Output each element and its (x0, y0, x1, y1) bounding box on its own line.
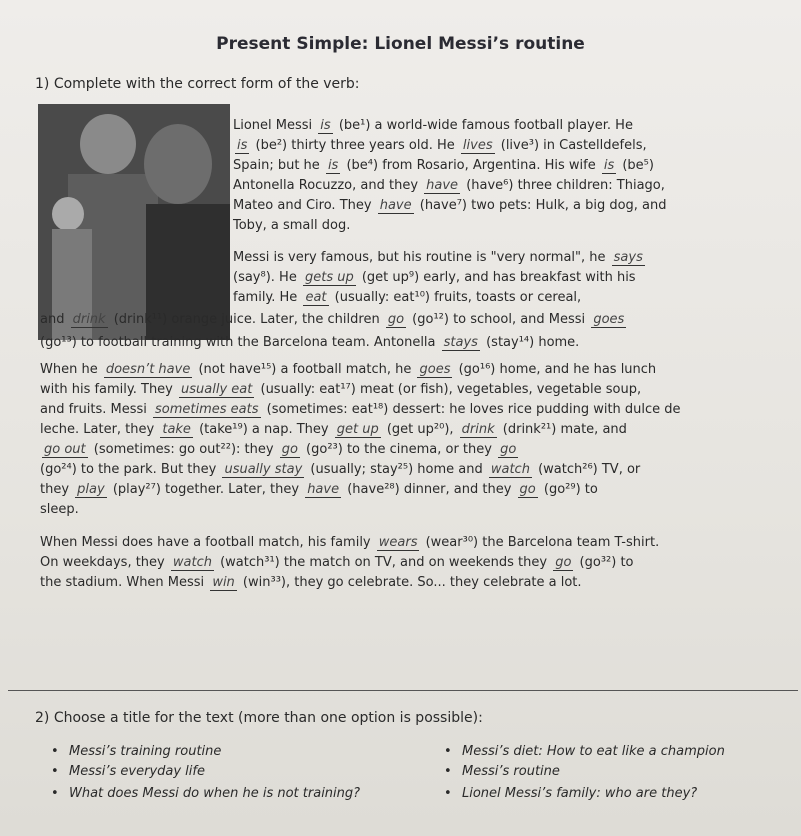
line-text: (get up²⁰), (382, 422, 458, 437)
exercise-line (40, 535, 659, 551)
exercise-line (40, 462, 640, 478)
exercise-line (40, 402, 681, 418)
answer-blank[interactable]: get up (336, 422, 379, 437)
option-family[interactable]: • Lionel Messi’s family: who are they? (462, 786, 697, 801)
exercise-line (233, 218, 350, 233)
exercise2-instruction: 2) Choose a title for the text (more than one option is possible): (35, 710, 483, 726)
line-text: (usually: eat¹⁷) meat (or fish), vegetables, vegetable soup, (256, 382, 642, 397)
line-text: (go¹⁶) home, and he has lunch (454, 362, 657, 377)
exercise-line (233, 118, 633, 134)
line-text: On weekdays, they (40, 555, 169, 570)
line-text: (watch³¹) the match on TV, and on weekends they (215, 555, 552, 570)
line-text: (drink¹¹) orange juice. Later, the children (109, 312, 384, 327)
line-text: and fruits. Messi (40, 402, 152, 417)
option-not-training[interactable]: • What does Messi do when he is not training? (69, 786, 369, 801)
line-text: (be⁵) (618, 158, 654, 173)
line-text: Lionel Messi (233, 118, 317, 133)
line-text: (live³) in Castelldefels, (496, 138, 647, 153)
option-diet[interactable]: • Messi’s diet: How to eat like a champion (462, 744, 725, 759)
line-text: Toby, a small dog. (233, 218, 351, 233)
answer-blank[interactable]: is (237, 138, 248, 153)
answer-blank[interactable]: go (387, 312, 405, 327)
line-text: (sometimes: eat¹⁸) dessert: he loves rice pudding with dulce de (262, 402, 681, 417)
answer-blank[interactable]: sometimes eats (155, 402, 259, 417)
exercise-line (233, 270, 636, 286)
answer-blank[interactable]: goes (593, 312, 625, 327)
line-text: (watch²⁶) TV, or (533, 462, 641, 477)
option-routine[interactable]: • Messi’s routine (462, 764, 560, 779)
answer-blank[interactable]: go (500, 442, 517, 457)
line-text: (have⁷) two pets: Hulk, a big dog, and (415, 198, 667, 213)
answer-blank[interactable]: lives (462, 138, 493, 153)
line-text: Messi is very famous, but his routine is "very normal", he (233, 250, 610, 265)
line-text: sleep. (40, 502, 79, 517)
line-text: (win³³), they go celebrate. So... they celebrate a lot. (238, 575, 582, 590)
option-training-routine[interactable]: • Messi’s training routine (69, 744, 221, 759)
line-text: (go²⁹) to (539, 482, 598, 497)
exercise-line (40, 362, 656, 378)
answer-blank[interactable]: drink (72, 312, 106, 327)
answer-blank[interactable]: play (77, 482, 105, 497)
answer-blank[interactable]: have (426, 178, 459, 193)
line-text: (drink²¹) mate, and (498, 422, 627, 437)
line-text: (wear³⁰) the Barcelona team T-shirt. (421, 535, 660, 550)
page-title: Present Simple: Lionel Messi’s routine (216, 34, 585, 54)
answer-blank[interactable]: go (519, 482, 536, 497)
line-text: Antonella Rocuzzo, and they (233, 178, 423, 193)
exercise-line (40, 442, 520, 458)
answer-blank[interactable]: go out (44, 442, 86, 457)
answer-blank[interactable]: goes (419, 362, 451, 377)
answer-blank[interactable]: is (603, 158, 615, 173)
exercise-line (233, 158, 654, 174)
line-text: leche. Later, they (40, 422, 159, 437)
answer-blank[interactable]: go (281, 442, 298, 457)
line-text: (go²³) to the cinema, or they (301, 442, 497, 457)
messi-family-photo (38, 104, 230, 340)
line-text: (usually: eat¹⁰) fruits, toasts or cereal, (330, 290, 582, 305)
section-divider (8, 690, 798, 691)
answer-blank[interactable]: is (320, 118, 331, 133)
line-text: family. He (233, 290, 302, 305)
line-text: (usually; stay²⁵) home and (306, 462, 487, 477)
line-text: Mateo and Ciro. They (233, 198, 376, 213)
exercise-line (40, 422, 627, 438)
answer-blank[interactable]: doesn’t have (105, 362, 191, 377)
line-text: When Messi does have a football match, his family (40, 535, 375, 550)
exercise-line (233, 138, 647, 154)
line-text: (stay¹⁴) home. (481, 335, 580, 350)
exercise-line (40, 502, 79, 517)
line-text: (be⁴) from Rosario, Argentina. His wife (342, 158, 600, 173)
line-text: (go¹²) to school, and Messi (408, 312, 590, 327)
line-text: (sometimes: go out²²): they (89, 442, 278, 457)
line-text: and (40, 312, 69, 327)
line-text: with his family. They (40, 382, 178, 397)
exercise-line (233, 250, 647, 266)
answer-blank[interactable]: take (162, 422, 191, 437)
answer-blank[interactable]: go (555, 555, 572, 570)
answer-blank[interactable]: usually eat (181, 382, 253, 397)
answer-blank[interactable]: eat (305, 290, 327, 305)
line-text: (take¹⁹) a nap. They (194, 422, 333, 437)
exercise-line (40, 575, 582, 591)
answer-blank[interactable]: is (327, 158, 339, 173)
line-text: (be²) thirty three years old. He (251, 138, 459, 153)
answer-blank[interactable]: win (212, 575, 235, 590)
line-text: (have²⁸) dinner, and they (343, 482, 516, 497)
line-text: they (40, 482, 74, 497)
answer-blank[interactable]: drink (461, 422, 495, 437)
line-text: Spain; but he (233, 158, 324, 173)
exercise-line (40, 335, 579, 351)
option-everyday-life[interactable]: • Messi’s everyday life (69, 764, 205, 779)
line-text: (not have¹⁵) a football match, he (194, 362, 416, 377)
exercise-line (233, 198, 667, 214)
line-text: the stadium. When Messi (40, 575, 209, 590)
answer-blank[interactable]: have (307, 482, 340, 497)
exercise1-instruction: 1) Complete with the correct form of the verb: (35, 76, 360, 92)
exercise-line (40, 382, 641, 398)
exercise-line (233, 290, 581, 306)
exercise-line (233, 178, 665, 194)
answer-blank[interactable]: watch (172, 555, 212, 570)
line-text: (get up⁹) early, and has breakfast with his (357, 270, 636, 285)
answer-blank[interactable]: says (613, 250, 643, 265)
line-text: (have⁶) three children: Thiago, (462, 178, 665, 193)
exercise-line (40, 482, 598, 498)
exercise-line (40, 555, 634, 571)
answer-blank[interactable]: stays (443, 335, 478, 350)
line-text: (be¹) a world-wide famous football player. He (334, 118, 633, 133)
answer-blank[interactable]: watch (490, 462, 530, 477)
answer-blank[interactable]: wears (378, 535, 418, 550)
line-text: When he (40, 362, 102, 377)
line-text: (go¹³) to football training with the Barcelona team. Antonella (40, 335, 440, 350)
answer-blank[interactable]: gets up (304, 270, 354, 285)
answer-blank[interactable]: usually stay (224, 462, 303, 477)
answer-blank[interactable]: have (379, 198, 412, 213)
line-text: (say⁸). He (233, 270, 301, 285)
line-text: (play²⁷) together. Later, they (108, 482, 304, 497)
exercise-line (40, 312, 628, 328)
line-text: (go³²) to (575, 555, 634, 570)
line-text: (go²⁴) to the park. But they (40, 462, 221, 477)
